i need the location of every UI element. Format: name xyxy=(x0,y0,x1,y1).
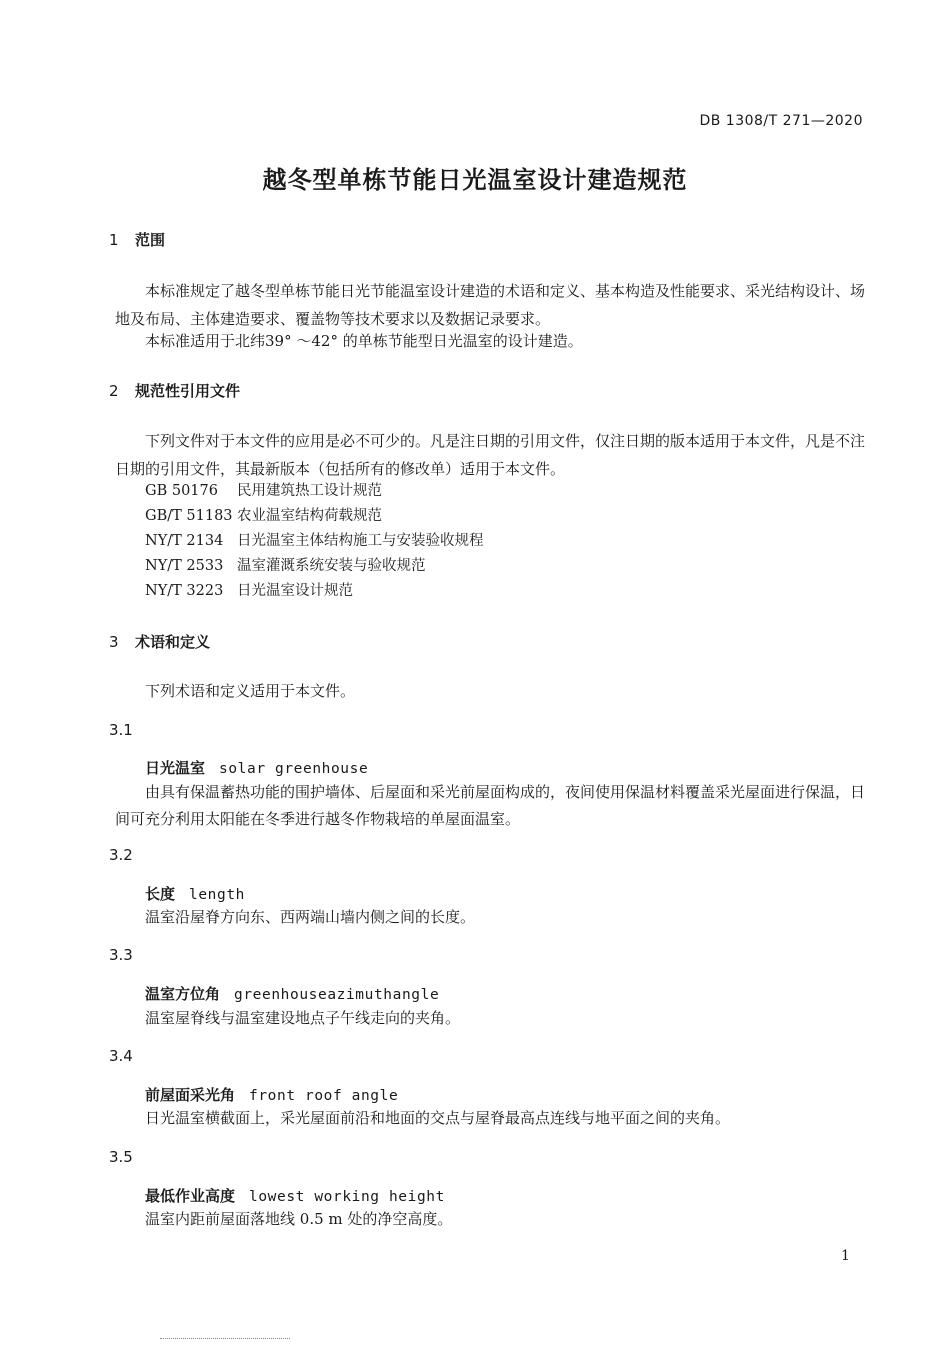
term-definition: 日光温室横截面上，采光屋面前沿和地面的交点与屋脊最高点连线与地平面之间的夹角。 xyxy=(145,1109,731,1127)
reference-code: NY/T 2533 xyxy=(145,558,224,574)
reference-code: NY/T 3223 xyxy=(145,583,224,599)
page-number: 1 xyxy=(841,1248,850,1264)
term-definition: 温室沿屋脊方向东、西两端山墙内侧之间的长度。 xyxy=(145,908,476,926)
reference-item xyxy=(145,554,426,579)
term-entry xyxy=(145,1185,445,1206)
term-definition: 由具有保温蓄热功能的围护墙体、后屋面和采光前屋面构成的，夜间使用保温材料覆盖采光屋面进行保温，日间可充分利用太阳能在冬季进行越冬作物栽培的单屋面温室。 xyxy=(115,783,866,828)
reference-item xyxy=(145,529,484,554)
section-heading-terms xyxy=(109,631,210,652)
section-heading-scope xyxy=(109,229,165,250)
term-en: front roof angle xyxy=(249,1088,399,1104)
term-zh: 日光温室 xyxy=(145,759,206,777)
section-number: 3 xyxy=(109,633,119,651)
term-definition: 温室内距前屋面落地线 0.5 m 处的净空高度。 xyxy=(145,1210,453,1228)
term-entry xyxy=(145,1084,398,1105)
term-number: 3.1 xyxy=(109,721,133,739)
section-title: 范围 xyxy=(135,231,166,249)
reference-code: NY/T 2134 xyxy=(145,533,224,549)
term-definition: 温室屋脊线与温室建设地点子午线走向的夹角。 xyxy=(145,1009,461,1027)
reference-item xyxy=(145,579,353,604)
reference-item xyxy=(145,479,382,504)
term-en: length xyxy=(189,887,245,903)
term-zh: 最低作业高度 xyxy=(145,1187,236,1205)
term-zh: 前屋面采光角 xyxy=(145,1086,236,1104)
reference-item xyxy=(145,504,382,529)
term-en: greenhouseazimuthangle xyxy=(234,987,440,1003)
standard-code: DB 1308/T 271—2020 xyxy=(699,113,863,129)
terms-intro: 下列术语和定义适用于本文件。 xyxy=(145,682,356,700)
document-title: 越冬型单栋节能日光温室设计建造规范 xyxy=(262,166,688,194)
section-title: 规范性引用文件 xyxy=(135,382,241,400)
footer-divider xyxy=(160,1338,290,1339)
section-heading-references xyxy=(109,380,240,401)
references-intro: 下列文件对于本文件的应用是必不可少的。凡是注日期的引用文件，仅注日期的版本适用于本文件，凡是不注日期的引用文件，其最新版本（包括所有的修改单）适用于本文件。 xyxy=(115,432,866,478)
term-number: 3.3 xyxy=(109,946,133,964)
reference-code: GB/T 51183 xyxy=(145,508,233,524)
scope-paragraph-2: 本标准适用于北纬39° ～42° 的单栋节能型日光温室的设计建造。 xyxy=(145,332,583,350)
reference-title: 日光温室设计规范 xyxy=(237,583,353,599)
reference-title: 温室灌溉系统安装与验收规范 xyxy=(237,558,426,574)
scope-paragraph-1: 本标准规定了越冬型单栋节能日光节能温室设计建造的术语和定义、基本构造及性能要求、采光结构设计、场地及布局、主体建造要求、覆盖物等技术要求以及数据记录要求。 xyxy=(115,282,866,328)
section-number: 2 xyxy=(109,382,119,400)
term-zh: 温室方位角 xyxy=(145,985,221,1003)
term-entry xyxy=(145,757,368,778)
term-number: 3.5 xyxy=(109,1148,133,1166)
term-entry xyxy=(145,983,439,1004)
reference-code: GB 50176 xyxy=(145,483,218,499)
term-entry xyxy=(145,883,245,904)
term-number: 3.2 xyxy=(109,846,133,864)
term-en: solar greenhouse xyxy=(219,761,369,777)
term-en: lowest working height xyxy=(249,1189,445,1205)
section-number: 1 xyxy=(109,231,119,249)
reference-title: 农业温室结构荷载规范 xyxy=(237,508,382,524)
reference-title: 日光温室主体结构施工与安装验收规程 xyxy=(237,533,484,549)
reference-title: 民用建筑热工设计规范 xyxy=(237,483,382,499)
term-zh: 长度 xyxy=(145,885,176,903)
section-title: 术语和定义 xyxy=(135,633,211,651)
term-number: 3.4 xyxy=(109,1047,133,1065)
